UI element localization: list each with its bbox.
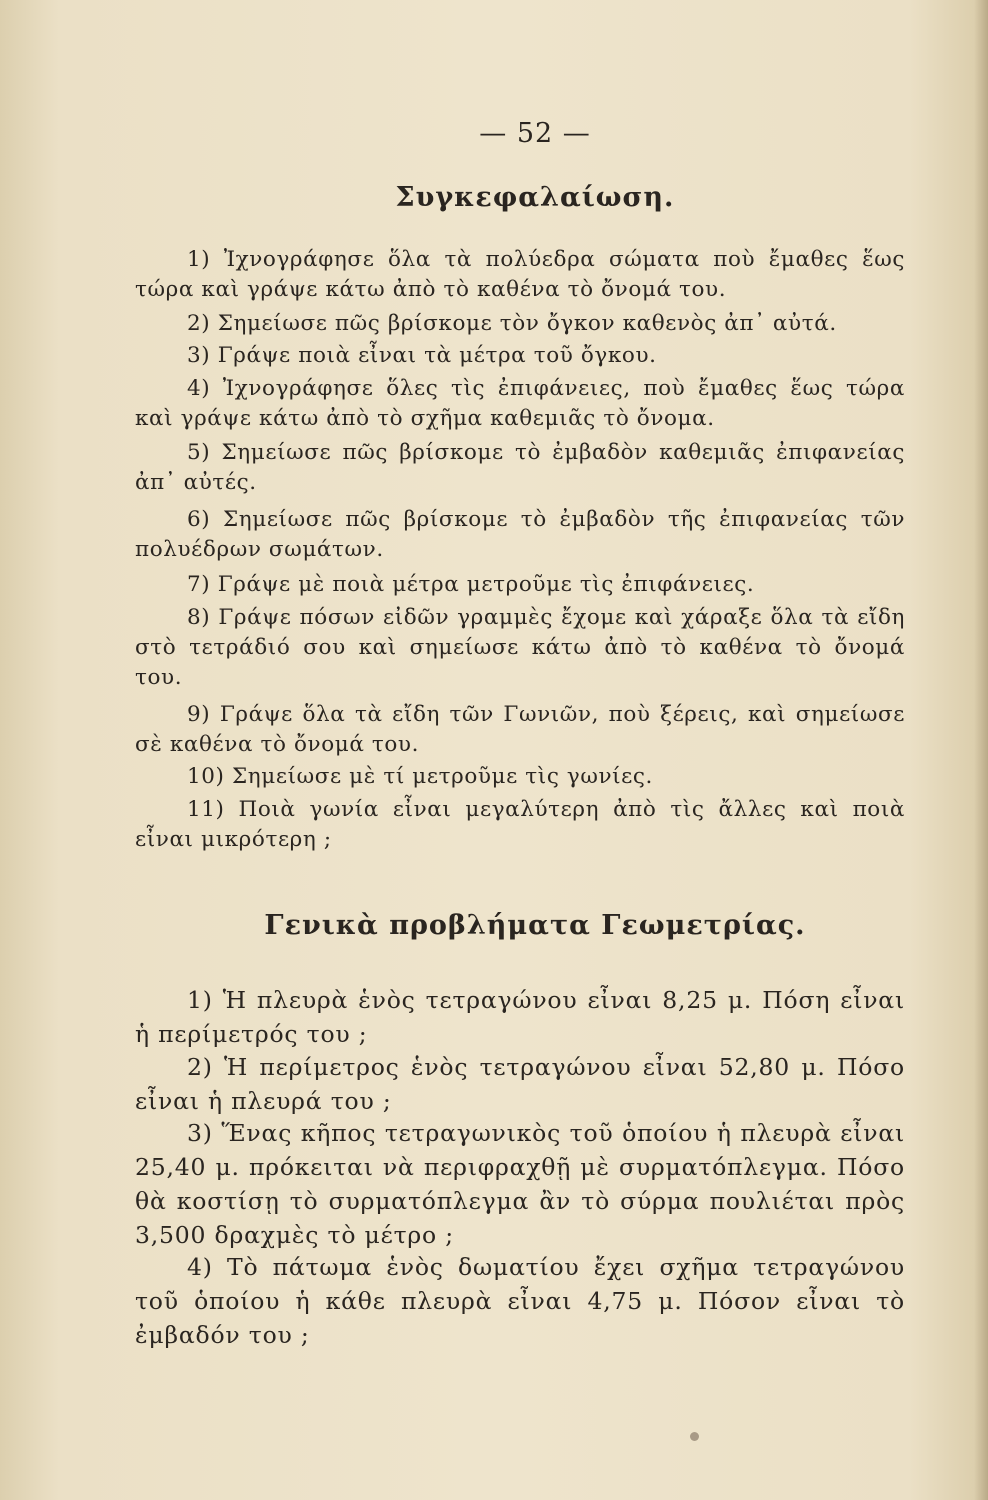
summary-item-6: 6) Σημείωσε πῶς βρίσκομε τὸ ἐμβαδὸν τῆς ἐπιφανείας τῶν πολυέδρων σωμάτων. bbox=[135, 507, 905, 562]
problem-item-3: 3) Ἕνας κῆπος τετραγωνικὸς τοῦ ὁποίου ἡ πλευρὰ εἶναι 25,40 μ. πρόκειται νὰ περιφραχθῇ μὲ συρματόπλεγμα. Πόσο θὰ κοστίσῃ τὸ συρματόπλεγμα ἂν τὸ σύρμα πουλιέται πρὸς 3,500 δραχμὲς τὸ μέτρο ; bbox=[135, 1119, 905, 1249]
summary-item-11: 11) Ποιὰ γωνία εἶναι μεγαλύτερη ἀπὸ τὶς ἄλλες καὶ ποιὰ εἶναι μικρότερη ; bbox=[135, 797, 905, 852]
summary-item-4: 4) Ἰχνογράφησε ὅλες τὶς ἐπιφάνειες, ποὺ ἔμαθες ἕως τώρα καὶ γράψε κάτω ἀπὸ τὸ σχῆμα καθεμιᾶς τὸ ὄνομα. bbox=[135, 376, 905, 431]
summary-item-1: 1) Ἰχνογράφησε ὅλα τὰ πολύεδρα σώματα ποὺ ἔμαθες ἕως τώρα καὶ γράψε κάτω ἀπὸ τὸ καθένα τὸ ὄνομά του. bbox=[135, 247, 905, 302]
problem-item-2: 2) Ἡ περίμετρος ἑνὸς τετραγώνου εἶναι 52,80 μ. Πόσο εἶναι ἡ πλευρά του ; bbox=[135, 1053, 905, 1115]
summary-item-3: 3) Γράψε ποιὰ εἶναι τὰ μέτρα τοῦ ὄγκου. bbox=[187, 343, 657, 368]
problem-item-4: 4) Τὸ πάτωμα ἑνὸς δωματίου ἔχει σχῆμα τετραγώνου τοῦ ὁποίου ἡ κάθε πλευρὰ εἶναι 4,75 μ. Πόσον εἶναι τὸ ἐμβαδόν του ; bbox=[135, 1253, 905, 1349]
page-edge-shadow bbox=[974, 0, 988, 1500]
summary-item-2: 2) Σημείωσε πῶς βρίσκομε τὸν ὄγκον καθενὸς ἀπ᾽ αὐτά. bbox=[187, 311, 837, 336]
summary-item-8: 8) Γράψε πόσων εἰδῶν γραμμὲς ἔχομε καὶ χάραξε ὅλα τὰ εἴδη στὸ τετράδιό σου καὶ σημείωσε κάτω ἀπὸ τὸ καθένα τὸ ὄνομά του. bbox=[135, 605, 905, 690]
summary-item-7: 7) Γράψε μὲ ποιὰ μέτρα μετροῦμε τὶς ἐπιφάνειες. bbox=[187, 572, 755, 597]
problems-title: Γενικὰ προβλήματα Γεωμετρίας. bbox=[264, 910, 806, 941]
summary-item-5: 5) Σημείωσε πῶς βρίσκομε τὸ ἐμβαδὸν καθεμιᾶς ἐπιφανείας ἀπ᾽ αὐτές. bbox=[135, 440, 905, 495]
summary-item-9: 9) Γράψε ὅλα τὰ εἴδη τῶν Γωνιῶν, ποὺ ξέρεις, καὶ σημείωσε σὲ καθένα τὸ ὄνομά του. bbox=[135, 702, 905, 757]
ink-speck bbox=[690, 1432, 699, 1441]
page-number: — 52 — bbox=[479, 118, 591, 149]
problem-item-1: 1) Ἡ πλευρὰ ἑνὸς τετραγώνου εἶναι 8,25 μ. Πόση εἶναι ἡ περίμετρός του ; bbox=[135, 986, 905, 1048]
summary-title: Συγκεφαλαίωση. bbox=[395, 182, 675, 213]
summary-item-10: 10) Σημείωσε μὲ τί μετροῦμε τὶς γωνίες. bbox=[187, 764, 653, 789]
